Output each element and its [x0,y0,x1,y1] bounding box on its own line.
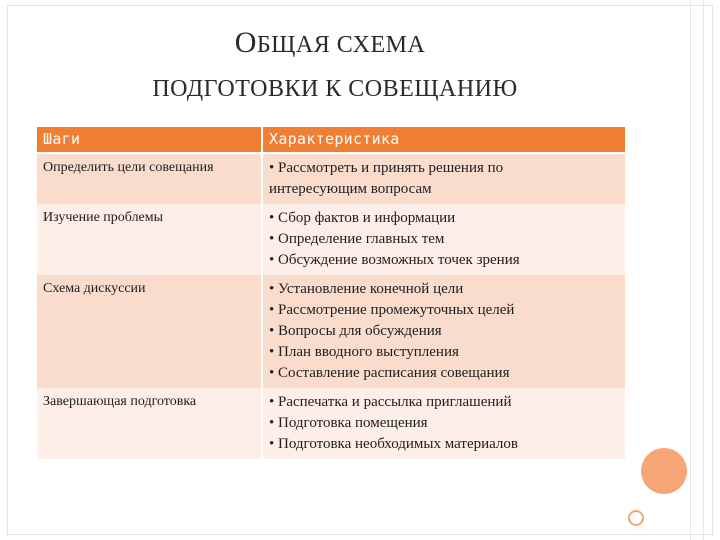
list-item: • Вопросы для обсуждения [269,323,442,339]
list-item: • Составление расписания совещания [269,365,510,381]
list-item: • Распечатка и рассылка приглашений [269,394,512,410]
list-item: • План вводного выступления [269,344,459,360]
step-cell: Завершающая подготовка [37,388,263,459]
step-cell: Схема дискуссии [37,275,263,388]
characteristics-cell [263,388,625,459]
header-characteristics: Характеристика [263,127,625,154]
slide-title-line1: ОБЩАЯ СХЕМА [234,26,426,59]
meeting-prep-table [37,127,625,459]
table-row [37,154,625,204]
step-cell: Определить цели совещания [37,154,263,204]
table-row [37,275,625,388]
decorative-circle [641,448,687,494]
characteristics-cell [263,204,625,275]
slide-title-line2: ПОДГОТОВКИ К СОВЕЩАНИЮ [152,76,518,102]
characteristics-cell [263,275,625,388]
list-item: • Подготовка необходимых материалов [269,436,519,452]
list-item: • Рассмотреть и принять решения по [269,160,504,176]
list-item: • Установление конечной цели [269,281,464,297]
list-item: • Определение главных тем [269,231,445,247]
list-item: • Подготовка помещения [269,415,428,431]
decorative-ring [628,510,644,526]
table-header-row [37,127,625,154]
table-row [37,388,625,459]
characteristics-cell [263,154,625,204]
list-item: • Сбор фактов и информации [269,210,456,226]
list-item: • Обсуждение возможных точек зрения [269,252,520,268]
slide-side-rule [690,0,704,540]
step-cell: Изучение проблемы [37,204,263,275]
table-row [37,204,625,275]
list-item: • Рассмотрение промежуточных целей [269,302,515,318]
header-steps: Шаги [37,127,263,154]
list-item: интересующим вопросам [269,181,432,197]
